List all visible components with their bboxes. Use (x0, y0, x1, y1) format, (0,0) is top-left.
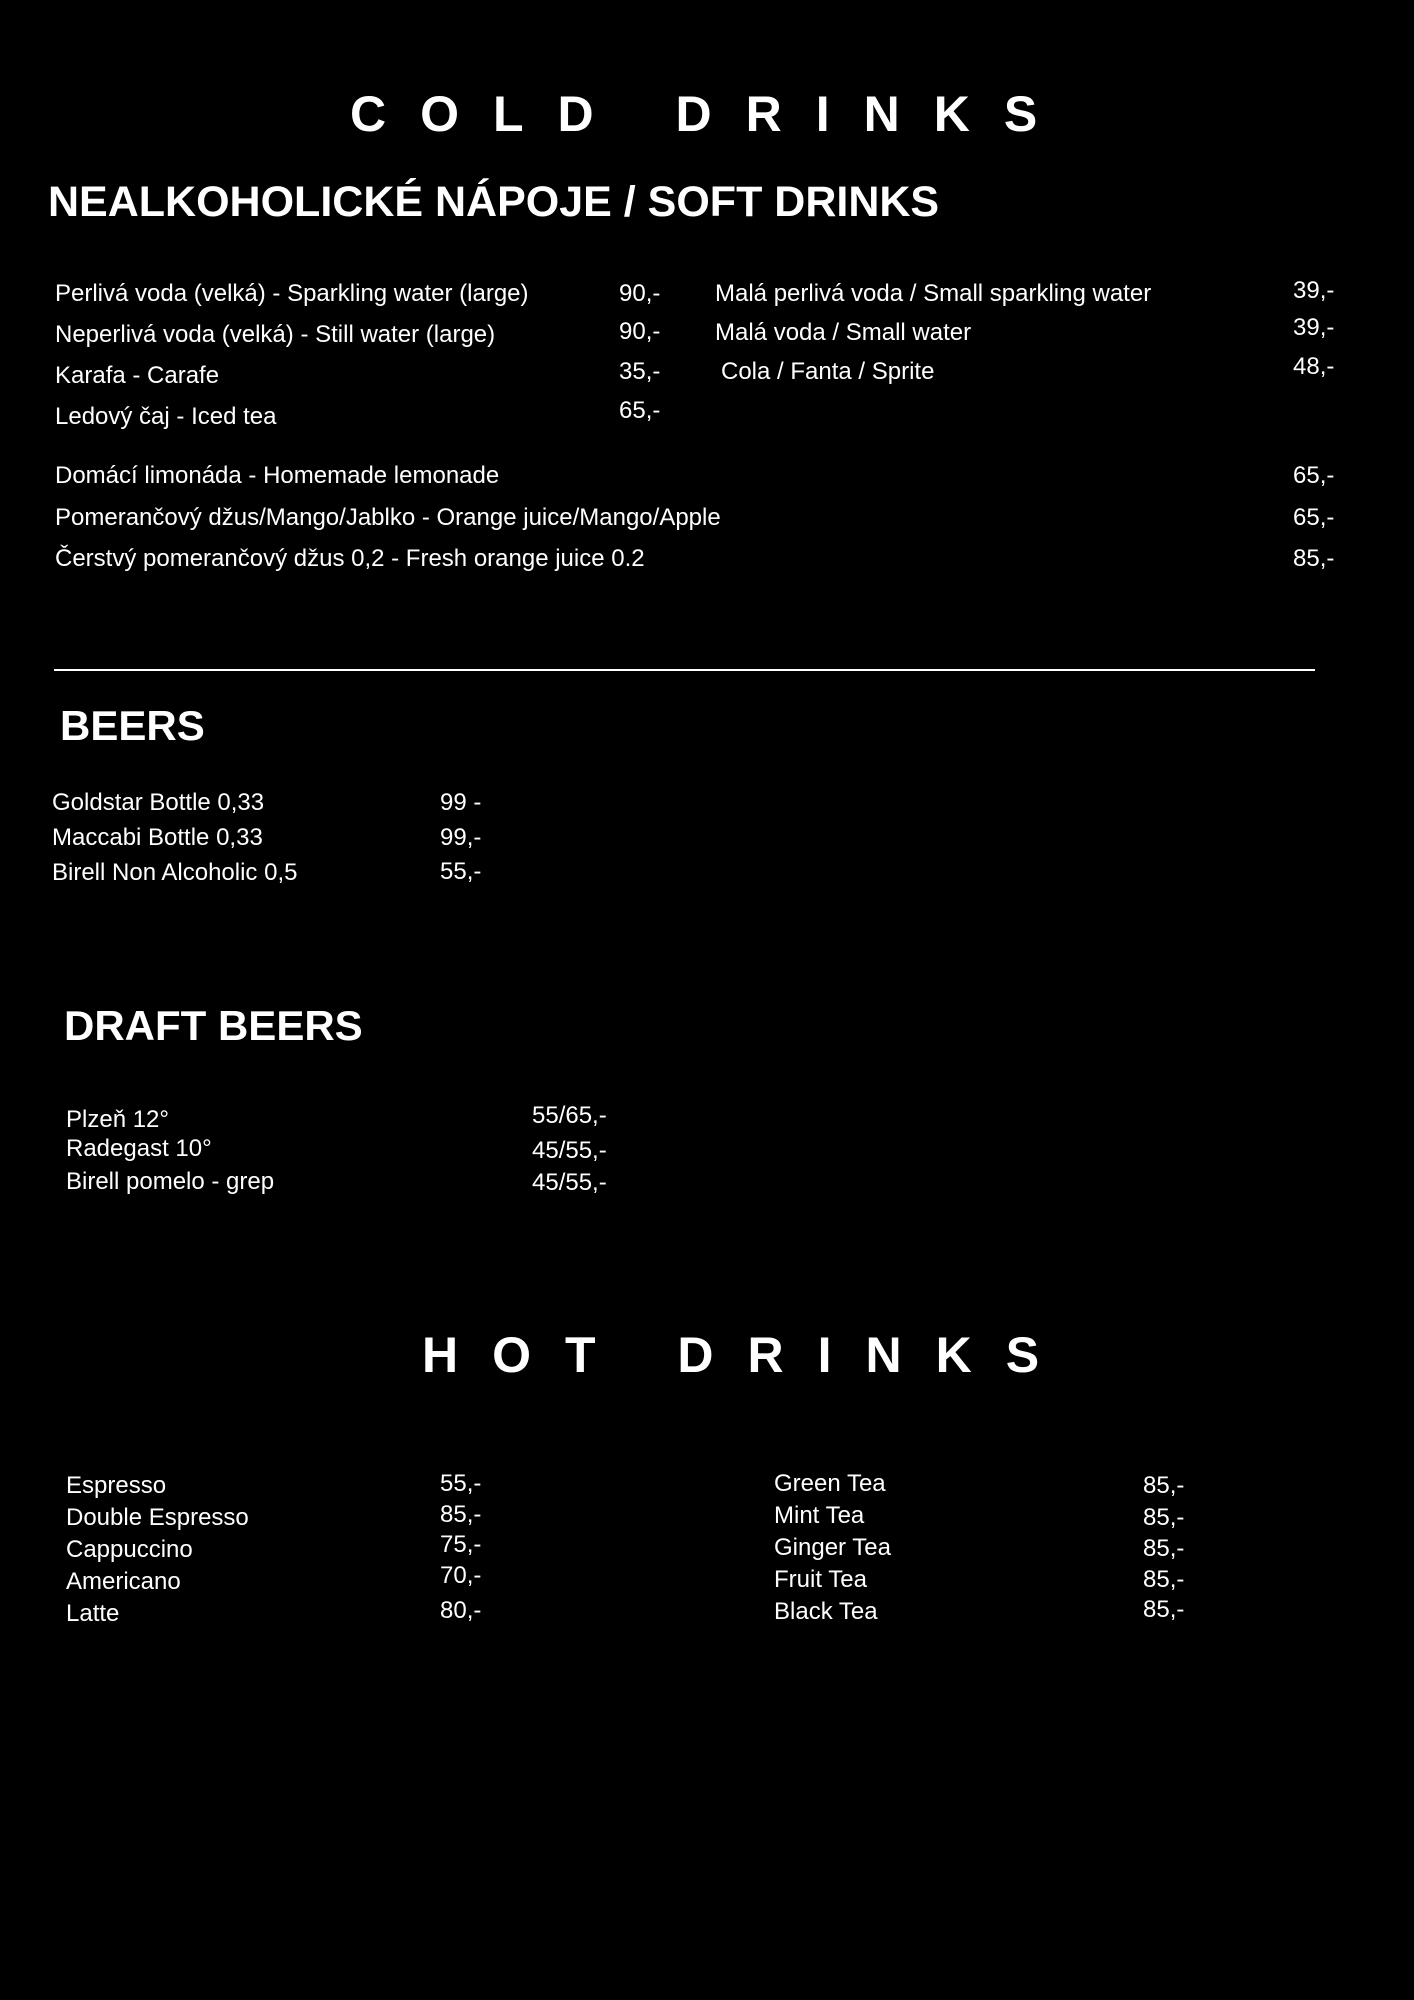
coffee-item-name: Latte (66, 1600, 120, 1627)
soft-item-name: Čerstvý pomerančový džus 0,2 - Fresh orange juice 0.2 (55, 545, 645, 572)
coffee-item-name: Double Espresso (66, 1504, 249, 1531)
soft-item-name: Domácí limonáda - Homemade lemonade (55, 462, 500, 489)
soft-item-name: Neperlivá voda (velká) - Still water (large) (55, 321, 496, 348)
soft-drinks-title: NEALKOHOLICKÉ NÁPOJE / SOFT DRINKS (48, 178, 940, 226)
beer-item-price: 99 - (440, 789, 482, 816)
soft-item-price: 35,- (619, 358, 661, 385)
draft-item-name: Plzeň 12° (66, 1106, 169, 1133)
beers-title: BEERS (60, 702, 205, 749)
coffee-item-name: Cappuccino (66, 1536, 193, 1563)
beer-item-price: 55,- (440, 858, 482, 885)
beer-item-name: Maccabi Bottle 0,33 (52, 824, 263, 851)
coffee-item-price: 80,- (440, 1597, 482, 1624)
soft-item-name: Malá voda / Small water (715, 319, 972, 346)
tea-item-name: Green Tea (774, 1470, 886, 1497)
soft-item-price: 39,- (1293, 277, 1335, 304)
draft-item-price: 45/55,- (532, 1137, 607, 1164)
tea-item-price: 85,- (1143, 1472, 1185, 1499)
draft-item-name: Birell pomelo - grep (66, 1168, 275, 1195)
soft-item-name: Perlivá voda (velká) - Sparkling water (large) (55, 280, 529, 307)
tea-item-name: Ginger Tea (774, 1534, 891, 1561)
hot-drinks-title: HOT DRINKS (422, 1327, 1074, 1383)
soft-item-name: Karafa - Carafe (55, 362, 220, 389)
tea-item-price: 85,- (1143, 1596, 1185, 1623)
coffee-item-price: 70,- (440, 1562, 482, 1589)
beer-item-name: Birell Non Alcoholic 0,5 (52, 859, 298, 886)
soft-item-price: 39,- (1293, 314, 1335, 341)
coffee-item-price: 55,- (440, 1470, 482, 1497)
soft-item-name: Pomerančový džus/Mango/Jablko - Orange juice/Mango/Apple (55, 504, 721, 531)
soft-item-name: Malá perlivá voda / Small sparkling water (715, 280, 1152, 307)
draft-item-name: Radegast 10° (66, 1135, 212, 1162)
tea-item-name: Mint Tea (774, 1502, 865, 1529)
soft-item-price: 90,- (619, 318, 661, 345)
section-divider (54, 669, 1315, 671)
coffee-item-name: Espresso (66, 1472, 167, 1499)
coffee-item-price: 85,- (440, 1501, 482, 1528)
cold-drinks-title: COLD DRINKS (350, 86, 1072, 142)
soft-item-price: 48,- (1293, 353, 1335, 380)
coffee-item-price: 75,- (440, 1531, 482, 1558)
tea-item-price: 85,- (1143, 1504, 1185, 1531)
soft-item-price: 65,- (619, 397, 661, 424)
tea-item-name: Black Tea (774, 1598, 878, 1625)
draft-beers-title: DRAFT BEERS (64, 1002, 363, 1049)
tea-item-name: Fruit Tea (774, 1566, 867, 1593)
beer-item-name: Goldstar Bottle 0,33 (52, 789, 265, 816)
soft-item-price: 65,- (1293, 462, 1335, 489)
tea-item-price: 85,- (1143, 1566, 1185, 1593)
soft-item-name: Cola / Fanta / Sprite (721, 358, 935, 385)
draft-item-price: 55/65,- (532, 1102, 607, 1129)
soft-item-price: 85,- (1293, 545, 1335, 572)
soft-item-price: 65,- (1293, 504, 1335, 531)
tea-item-price: 85,- (1143, 1535, 1185, 1562)
soft-item-price: 90,- (619, 280, 661, 307)
beer-item-price: 99,- (440, 824, 482, 851)
draft-item-price: 45/55,- (532, 1169, 607, 1196)
soft-item-name: Ledový čaj - Iced tea (55, 403, 277, 430)
coffee-item-name: Americano (66, 1568, 181, 1595)
